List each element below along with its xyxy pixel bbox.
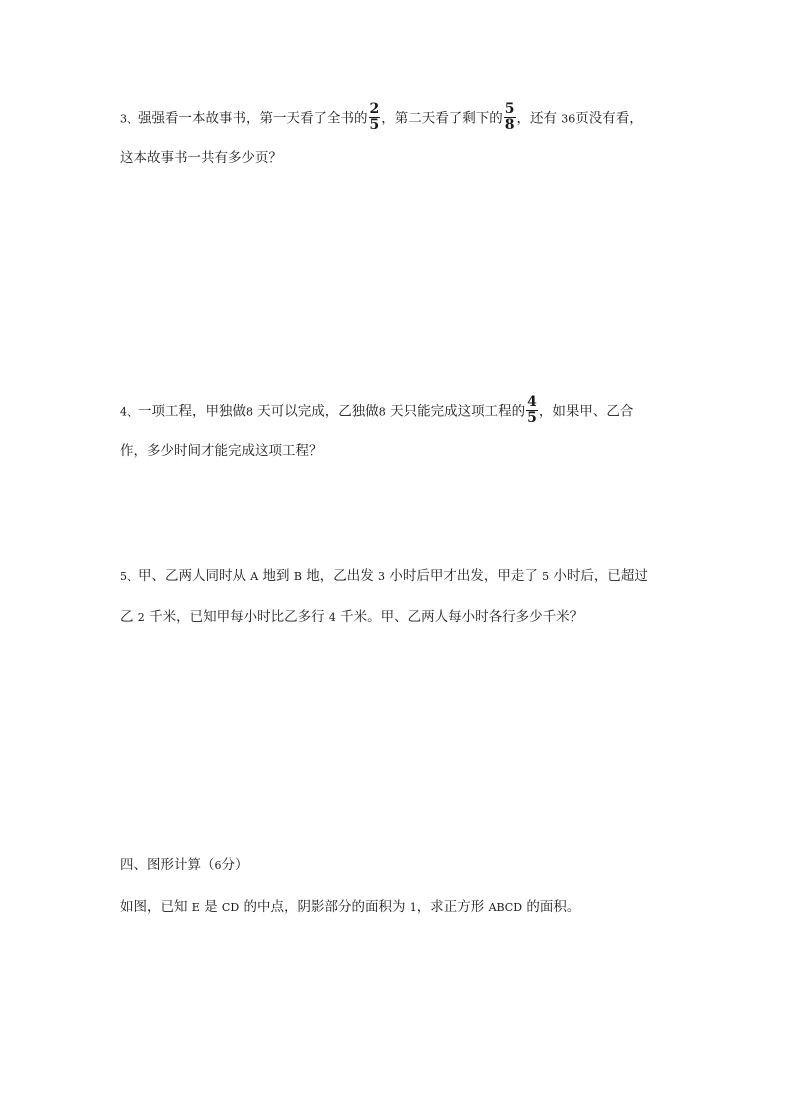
q5-place-b: B: [293, 570, 302, 583]
q5-text-e: 小时后，已超过: [549, 568, 648, 584]
q5-hours-b: 5: [542, 570, 550, 583]
q5-line2: [120, 607, 583, 628]
q4-days-a: 8: [246, 405, 253, 419]
section-4-title-a: 四、图形计算（: [120, 857, 215, 873]
q5-hours-a: 3: [378, 570, 386, 583]
q3-text-a: 强强看一本故事书，第一天看了全书的: [138, 110, 368, 127]
q5-line2-text-c: 千米。甲、乙两人每小时各行多少千米？: [335, 609, 584, 625]
q4-fraction-denominator: 5: [527, 410, 537, 426]
q5-place-a: A: [250, 570, 259, 583]
q3-fraction-2-numerator: 5: [504, 101, 515, 117]
q4-text-a: 一项工程，甲独做: [138, 403, 246, 420]
q4-text-d: ，如果甲、乙合: [538, 403, 634, 420]
q5-text-b: 地到: [258, 568, 294, 584]
q5-line1: [120, 566, 648, 587]
q3-text-d: 页没有看，: [575, 110, 643, 127]
q4-text-c: 天只能完成这项工程的: [385, 403, 526, 420]
q3-number: 3、: [120, 112, 138, 126]
square-abcd-label: ABCD: [488, 901, 523, 914]
q4-line1: [120, 396, 633, 427]
q5-km-b: 4: [328, 611, 336, 624]
q5-number: 5、: [120, 570, 138, 583]
q5-text-d: 小时后甲才出发，甲走了: [385, 568, 543, 584]
q4-days-b: 8: [378, 405, 386, 419]
q5-text-a: 甲、乙两人同时从: [138, 568, 251, 584]
q3-fraction-1: [369, 102, 381, 133]
point-e-label: E: [191, 901, 200, 914]
q4-fraction-numerator: 4: [527, 394, 537, 410]
q3-fraction-2-denominator: 8: [504, 117, 515, 133]
q5-km-a: 2: [137, 611, 145, 624]
q3-pages-number: 36: [561, 112, 576, 126]
q3-text-c: ，还有: [516, 110, 562, 127]
section-4-body-e: 的中点，阴影部分的面积为: [239, 899, 410, 915]
q3-fraction-2: [504, 102, 516, 133]
section-4-title-c: 分）: [221, 857, 249, 873]
section-4-body-i: 的面积。: [522, 899, 581, 915]
section-4-points: 6: [214, 859, 222, 872]
q3-text-b: ，第二天看了剩下的: [381, 110, 503, 127]
q3-fraction-1-denominator: 5: [369, 117, 380, 133]
q4-line2: 作，多少时间才能完成这项工程？: [120, 443, 323, 459]
section-4-body-g: ，求正方形: [416, 899, 489, 915]
segment-cd-label: CD: [221, 901, 240, 914]
section-4-body-c: 是: [199, 899, 222, 915]
q4-number: 4、: [120, 405, 138, 419]
q4-text-b: 天可以完成，乙独做: [253, 403, 379, 420]
q3-line1: [120, 103, 643, 134]
q4-fraction: [526, 395, 538, 426]
section-4-title: [120, 855, 249, 876]
section-4-body: [120, 897, 580, 918]
q5-line2-text-a: 乙: [120, 609, 138, 625]
q5-line2-text-b: 千米，已知甲每小时比乙多行: [144, 609, 329, 625]
shaded-area-value: 1: [409, 901, 417, 914]
section-4-body-a: 如图，已知: [120, 899, 192, 915]
q3-fraction-1-numerator: 2: [369, 101, 380, 117]
q5-text-c: 地，乙出发: [301, 568, 379, 584]
q3-line2: 这本故事书一共有多少页？: [120, 150, 282, 166]
